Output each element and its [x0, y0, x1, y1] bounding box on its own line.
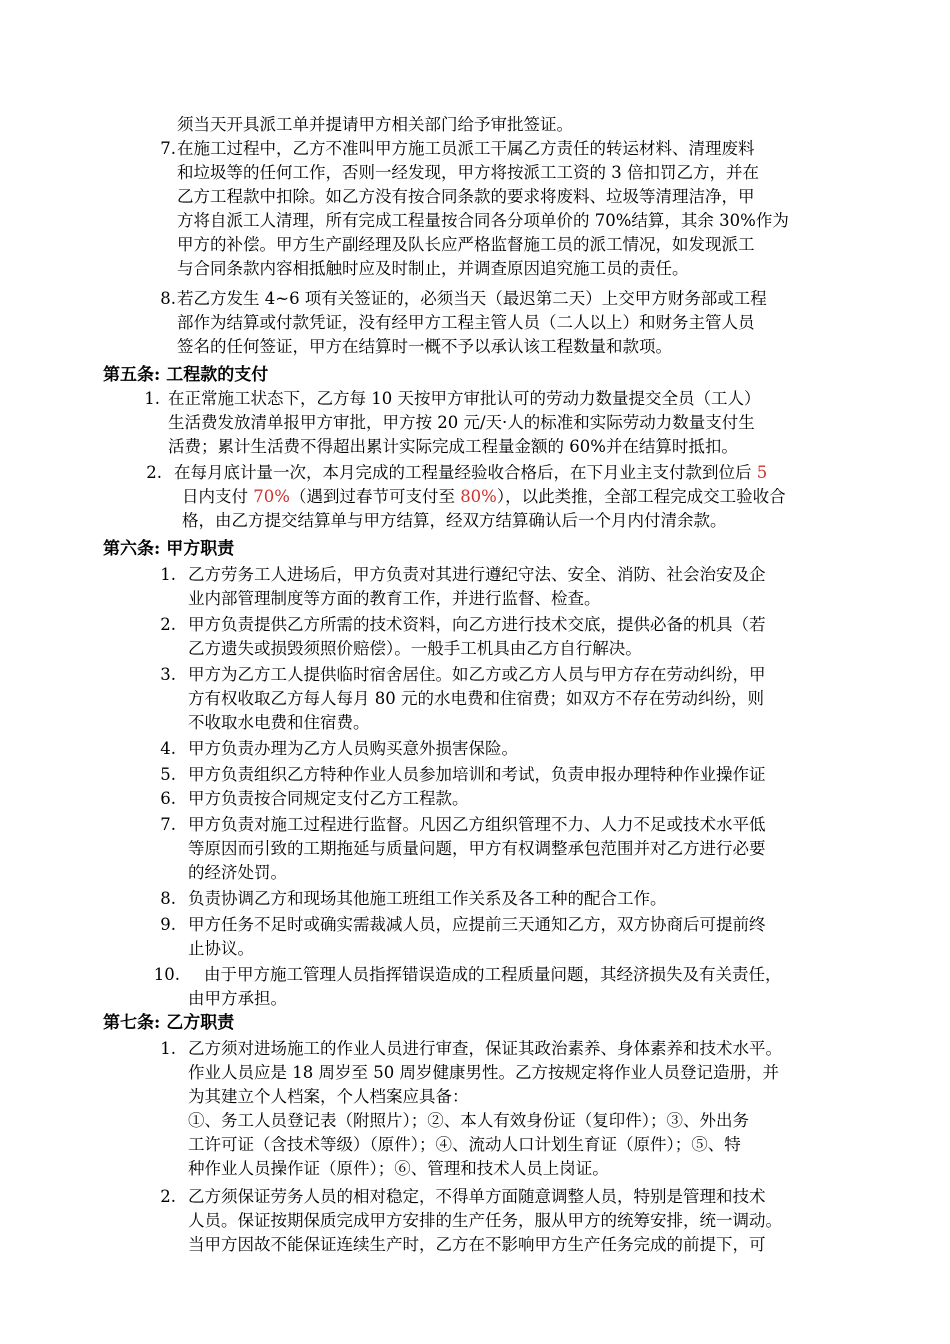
clause-number: 5.: [160, 765, 176, 784]
clause-text-line: 乙方须保证劳务人员的相对稳定，不得单方面随意调整人员，特别是管理和技术: [188, 1187, 766, 1206]
clause-text-line: [174, 461, 767, 485]
clause-text-line: 由甲方承担。: [188, 989, 287, 1008]
clause-number: 1.: [144, 389, 160, 408]
article-7-heading: 第七条: 乙方职责: [103, 1013, 235, 1033]
clause-text-line: 乙方遗失或损毁须照价赔偿）。一般手工机具由乙方自行解决。: [188, 639, 642, 658]
clause-text-line: 生活费发放清单报甲方审批，甲方按 20 元/天·人的标准和实际劳动力数量支付生: [168, 413, 755, 432]
clause-text-line: 甲方负责办理为乙方人员购买意外损害保险。: [188, 739, 518, 758]
clause-text-line: 若乙方发生 4~6 项有关签证的，必须当天（最迟第二天）上交甲方财务部或工程: [177, 289, 767, 308]
clause-text-line: 甲方负责对施工过程进行监督。凡因乙方组织管理不力、人力不足或技术水平低: [188, 815, 766, 834]
clause-text-line: 为其建立个人档案，个人档案应具备：: [188, 1087, 469, 1106]
clause-number: 1.: [160, 565, 176, 584]
clause-number: 8.: [160, 889, 176, 908]
clause-text-line: 负责协调乙方和现场其他施工班组工作关系及各工种的配合工作。: [188, 889, 667, 908]
clause-number: 7.: [160, 139, 176, 158]
clause-text-line: 与合同条款内容相抵触时应及时制止，并调查原因追究施工员的责任。: [177, 259, 689, 278]
clause-number: 4.: [160, 739, 176, 758]
clause-text-line: 等原因而引致的工期拖延与质量问题，甲方有权调整承包范围并对乙方进行必要: [188, 839, 766, 858]
clause-number: 1.: [160, 1039, 176, 1058]
clause-text-line: 方将自派工人清理，所有完成工程量按合同各分项单价的 70%结算，其余 30%作为: [177, 211, 789, 230]
clause-text-line: ①、务工人员登记表（附照片）；②、本人有效身份证（复印件）；③、外出务: [188, 1111, 749, 1130]
text-segment: 日内支付: [182, 487, 254, 506]
clause-text-line: 须当天开具派工单并提请甲方相关部门给予审批签证。: [177, 115, 573, 134]
clause-number: 2.: [160, 1187, 176, 1206]
clause-text-line: 不收取水电费和住宿费。: [188, 713, 370, 732]
clause-text-line: 甲方负责提供乙方所需的技术资料，向乙方进行技术交底，提供必备的机具（若: [188, 615, 766, 634]
clause-text-line: 在正常施工状态下，乙方每 10 天按甲方审批认可的劳动力数量提交全员（工人）: [168, 389, 761, 408]
clause-text-line: 甲方负责按合同规定支付乙方工程款。: [188, 789, 469, 808]
clause-text-line: 由于甲方施工管理人员指挥错误造成的工程质量问题，其经济损失及有关责任，: [204, 965, 782, 984]
clause-text-line: 和垃圾等的任何工作，否则一经发现，甲方将按派工工资的 3 倍扣罚乙方，并在: [177, 163, 759, 182]
clause-text-line: 种作业人员操作证（原件）；⑥、管理和技术人员上岗证。: [188, 1159, 609, 1178]
clause-text-line: 当甲方因故不能保证连续生产时，乙方在不影响甲方生产任务完成的前提下，可: [188, 1235, 766, 1254]
clause-text-line: 乙方工程款中扣除。如乙方没有按合同条款的要求将废料、垃圾等清理洁净，甲: [177, 187, 755, 206]
text-segment: 在每月底计量一次，本月完成的工程量经验收合格后，在下月业主支付款到位后: [174, 463, 757, 482]
clause-text-line: 工许可证（含技术等级）（原件）；④、流动人口计划生育证（原件）；⑤、特: [188, 1135, 741, 1154]
clause-number: 8.: [160, 289, 176, 308]
article-5-heading: 第五条: 工程款的支付: [103, 365, 269, 385]
clause-text-line: 业内部管理制度等方面的教育工作，并进行监督、检查。: [188, 589, 601, 608]
clause-text-line: 的经济处罚。: [188, 863, 287, 882]
clause-text-line: 甲方的补偿。甲方生产副经理及队长应严格监督施工员的派工情况，如发现派工: [177, 235, 755, 254]
clause-text-line: 在施工过程中，乙方不准叫甲方施工员派工干属乙方责任的转运材料、清理废料: [177, 139, 755, 158]
text-segment: （遇到过春节可支付至: [289, 487, 461, 506]
highlighted-value: 70%: [253, 487, 290, 506]
highlighted-value: 5: [756, 463, 768, 482]
clause-text-line: 甲方任务不足时或确实需裁减人员，应提前三天通知乙方，双方协商后可提前终: [188, 915, 766, 934]
clause-text-line: 乙方劳务工人进场后，甲方负责对其进行遵纪守法、安全、消防、社会治安及企: [188, 565, 766, 584]
clause-text-line: 方有权收取乙方每人每月 80 元的水电费和住宿费；如双方不存在劳动纠纷，则: [188, 689, 764, 708]
clause-number: 10.: [153, 965, 180, 984]
clause-text-line: 部作为结算或付款凭证，没有经甲方工程主管人员（二人以上）和财务主管人员: [177, 313, 755, 332]
clause-number: 2.: [160, 615, 176, 634]
clause-text-line: 作业人员应是 18 周岁至 50 周岁健康男性。乙方按规定将作业人员登记造册，并: [188, 1063, 779, 1082]
clause-text-line: 止协议。: [188, 939, 254, 958]
clause-text-line: 活费；累计生活费不得超出累计实际完成工程量金额的 60%并在结算时抵扣。: [168, 437, 738, 456]
text-segment: ），以此类推，全部工程完成交工验收合: [496, 487, 786, 506]
clause-text-line: 甲方为乙方工人提供临时宿舍居住。如乙方或乙方人员与甲方存在劳动纠纷，甲: [188, 665, 766, 684]
clause-number: 9.: [160, 915, 176, 934]
clause-text-line: 签名的任何签证，甲方在结算时一概不予以承认该工程数量和款项。: [177, 337, 672, 356]
clause-number: 2.: [146, 463, 162, 482]
clause-text-line: 甲方负责组织乙方特种作业人员参加培训和考试，负责申报办理特种作业操作证: [188, 765, 766, 784]
clause-number: 3.: [160, 665, 176, 684]
clause-number: 6.: [160, 789, 176, 808]
clause-text-line: [182, 485, 786, 509]
highlighted-value: 80%: [460, 487, 497, 506]
clause-number: 7.: [160, 815, 176, 834]
article-6-heading: 第六条: 甲方职责: [103, 539, 235, 559]
clause-text-line: 人员。保证按期保质完成甲方安排的生产任务，服从甲方的统筹安排，统一调动。: [188, 1211, 782, 1230]
clause-text-line: 格，由乙方提交结算单与甲方结算，经双方结算确认后一个月内付清余款。: [182, 511, 727, 530]
clause-text-line: 乙方须对进场施工的作业人员进行审查，保证其政治素养、身体素养和技术水平。: [188, 1039, 782, 1058]
